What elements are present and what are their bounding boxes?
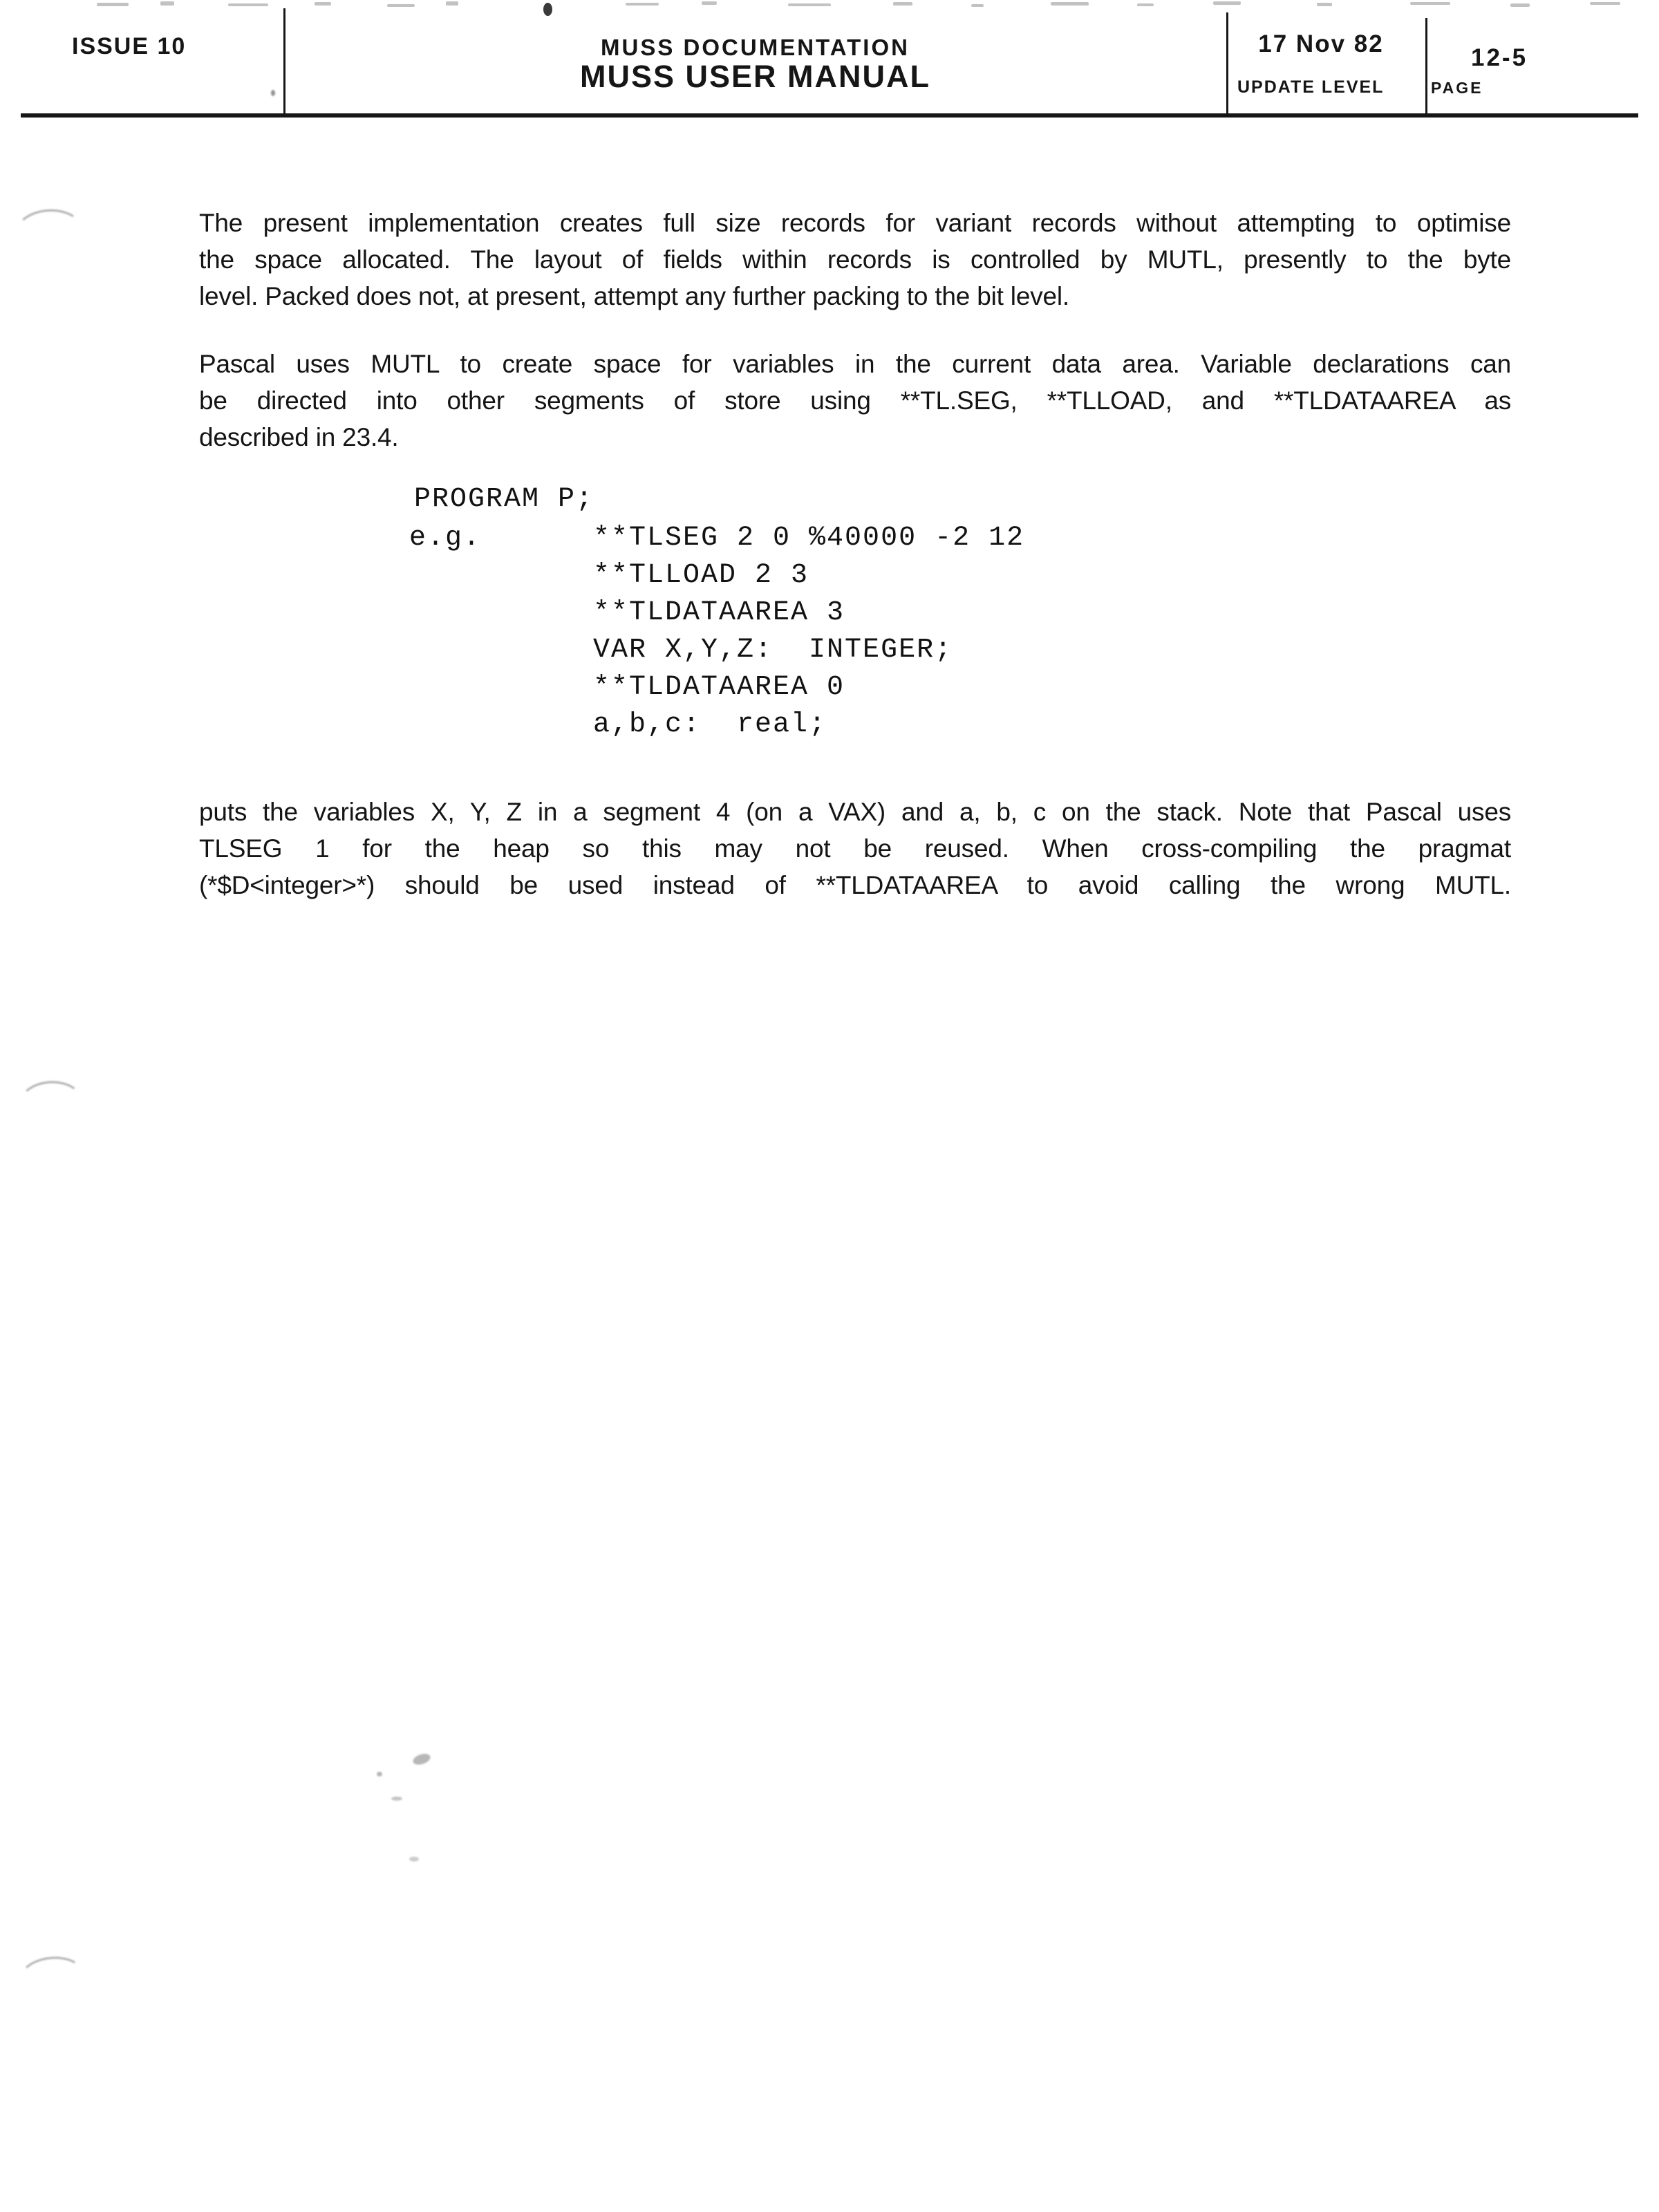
scan-smudge xyxy=(391,1797,402,1801)
code-line: VAR X,Y,Z: INTEGER; xyxy=(593,635,953,666)
text-line: described in 23.4. xyxy=(199,423,399,451)
scan-noise-speck xyxy=(97,3,129,6)
punch-hole-shadow xyxy=(17,1080,84,1129)
scan-smudge xyxy=(409,1857,419,1862)
header-rule xyxy=(21,113,1638,118)
scan-noise-speck xyxy=(446,1,458,6)
paragraph-3 xyxy=(199,794,1511,903)
document-title-line1: MUSS DOCUMENTATION xyxy=(601,35,910,60)
update-level-label: UPDATE LEVEL xyxy=(1237,77,1385,97)
issue-label: ISSUE 10 xyxy=(72,33,187,59)
text-line: the space allocated. The layout of fields within records is controlled by MUTL, presently to the byte xyxy=(199,245,1511,274)
text-line: puts the variables X, Y, Z in a segment 4 (on a VAX) and a, b, c on the stack. Note that Pascal uses xyxy=(199,798,1511,826)
scan-smudge xyxy=(377,1772,382,1777)
code-line: PROGRAM P; xyxy=(414,484,594,515)
scan-noise-speck xyxy=(1051,2,1089,6)
code-line: **TLSEG 2 0 %40000 -2 12 xyxy=(593,523,1025,554)
page-number: 12-5 xyxy=(1471,44,1528,71)
text-line: TLSEG 1 for the heap so this may not be reused. When cross-compiling the pragmat xyxy=(199,834,1511,863)
example-label: e.g. xyxy=(409,523,482,554)
code-line: **TLLOAD 2 3 xyxy=(593,560,809,591)
text-line: Pascal uses MUTL to create space for variables in the current data area. Variable declarations can xyxy=(199,350,1511,378)
scan-noise-speck xyxy=(971,4,984,7)
code-line: a,b,c: real; xyxy=(593,709,827,740)
document-title xyxy=(284,35,1226,93)
code-line: **TLDATAAREA 0 xyxy=(593,672,845,703)
punch-hole-shadow xyxy=(14,207,84,256)
paragraph-1 xyxy=(199,205,1511,315)
scan-noise-speck xyxy=(228,3,268,6)
document-title-line2: MUSS USER MANUAL xyxy=(579,59,930,94)
paragraph-2 xyxy=(199,346,1511,456)
update-date: 17 Nov 82 xyxy=(1258,30,1384,57)
punch-hole-shadow xyxy=(17,1953,86,2000)
text-line: The present implementation creates full size records for variant records without attempting to optimise xyxy=(199,209,1511,237)
update-level-cell xyxy=(1226,0,1425,114)
scan-noise-speck xyxy=(702,1,717,5)
text-line: level. Packed does not, at present, attempt any further packing to the bit level. xyxy=(199,282,1069,310)
scan-noise-speck xyxy=(788,3,831,6)
scan-noise-speck xyxy=(893,2,912,6)
scan-noise-speck xyxy=(626,3,659,6)
code-line: **TLDATAAREA 3 xyxy=(593,597,845,628)
scan-smudge xyxy=(411,1752,431,1766)
scan-noise-speck xyxy=(315,2,331,6)
page-label: PAGE xyxy=(1431,79,1483,97)
scan-noise-blob xyxy=(543,3,552,16)
text-line: (*$D<integer>*) should be used instead of **TLDATAAREA to avoid calling the wrong MUTL. xyxy=(199,871,1511,899)
scan-noise-speck xyxy=(387,4,415,7)
scan-noise-speck xyxy=(160,1,174,6)
page-number-cell xyxy=(1425,0,1659,114)
scan-noise-speck xyxy=(1137,3,1154,6)
text-line: be directed into other segments of store using **TL.SEG, **TLLOAD, and **TLDATAAREA as xyxy=(199,386,1511,415)
scan-noise-speck xyxy=(271,90,275,96)
